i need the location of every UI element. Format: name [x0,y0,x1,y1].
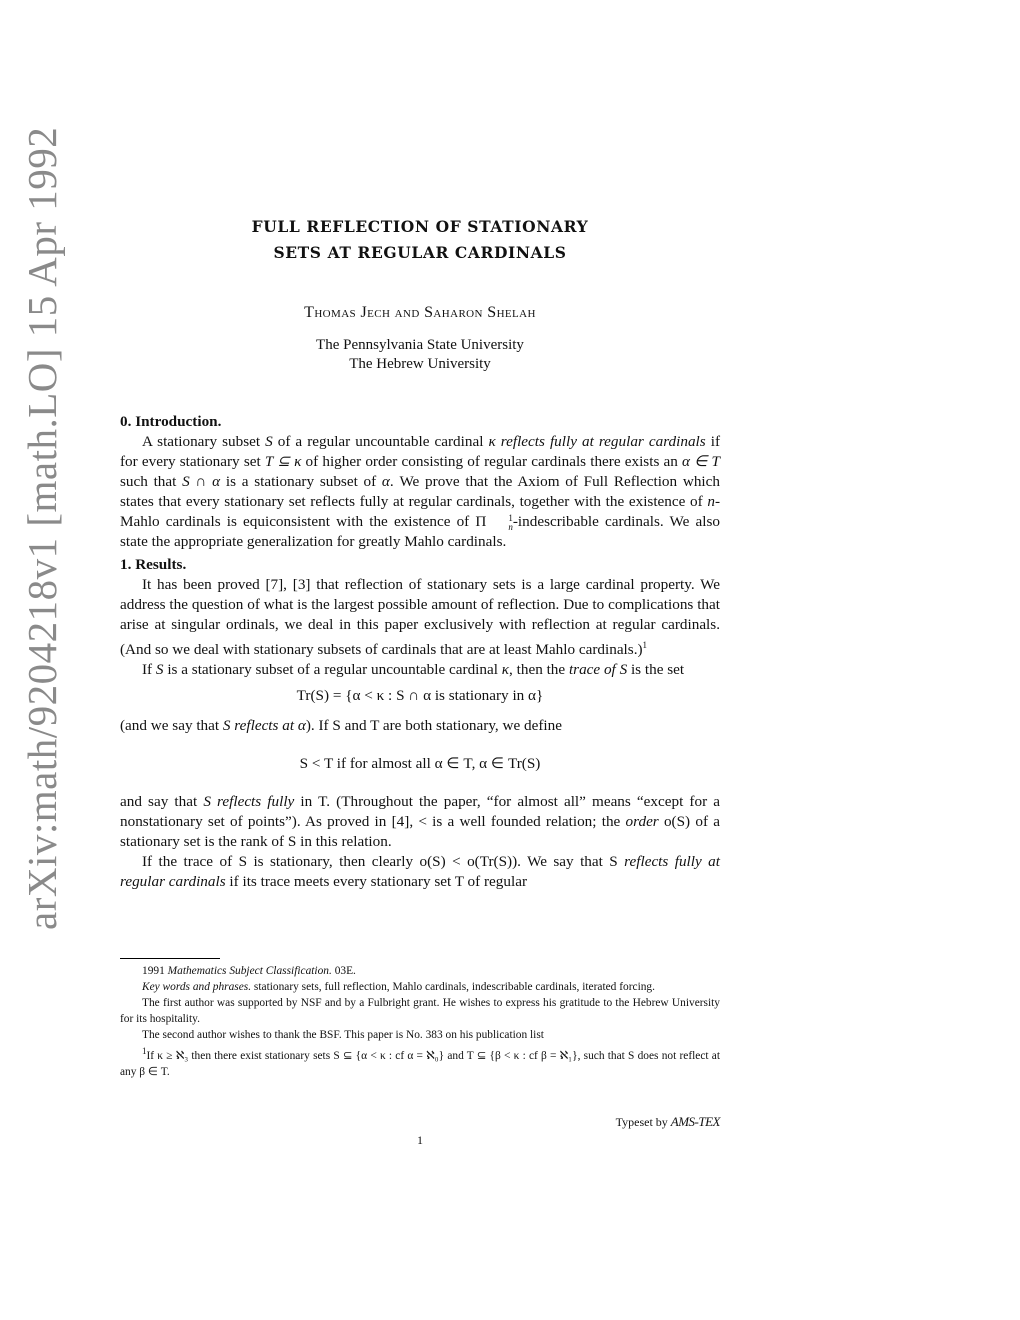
arxiv-identifier: arXiv:math/9204218v1 [math.LO] 15 Apr 1992 [19,126,65,930]
footnote-rule [120,958,220,959]
results-paragraph-2: If S is a stationary subset of a regular uncountable cardinal κ, then the trace of S is the set [142,661,685,679]
affiliation-2: The Hebrew University [349,356,491,372]
results-heading: 1. Results. [120,556,187,573]
keywords-footnote: Key words and phrases. stationary sets, full reflection, Mahlo cardinals, indescribable cardinals, iterated forcing. [142,981,655,993]
paper-title-line-2: SETS AT REGULAR CARDINALS [273,243,567,262]
results-paragraph-5: If the trace of S is stationary, then clearly o(S) < o(Tr(S)). We say that S reflects fully at regular cardinals if its trace meets every stationary set T of regular [120,853,720,891]
ams-tex-logo: AMS-TEX [670,1114,720,1129]
paper-title-line-1: FULL REFLECTION OF STATIONARY [251,217,589,236]
typeset-credit: Typeset by AMS-TEX [615,1114,720,1129]
affiliation-1: The Pennsylvania State University [316,337,524,353]
trace-equation: Tr(S) = {α < κ : S ∩ α is stationary in α} [296,687,544,705]
intro-paragraph: A stationary subset S of a regular uncountable cardinal κ reflects fully at regular cardinals if for every stationary set T ⊆ κ of higher order consisting of regular cardinals there exists an α ∈ T such that S ∩ α is a stationary subset of α. We prove that the Axiom of Full Reflection which states that every stationary set reflects fully at regular cardinals, together with the existence of n-Mahlo cardinals is equiconsistent with the existence of Π 1 n -indescribable cardinals. We also state the appropriate generalization for greatly Mahlo cardinals. [120,433,721,550]
footnotes [120,963,720,1080]
main-body [120,412,720,892]
msc-footnote: 1991 Mathematics Subject Classification. 03E. [142,965,356,977]
footnote-1: $^1$If κ ≥ ℵ₃ then there exist stationary sets S ⊆ {α < κ : cf α = ℵ₀} and T ⊆ {β < κ : cf β = ℵ₁}, such that S does not reflect at any β ∈ T. [120,1046,720,1078]
intro-heading: 0. Introduction. [120,413,222,430]
results-paragraph-3: (and we say that S reflects at α). If S and T are both stationary, we define [120,717,562,735]
results-paragraph-1: It has been proved [7], [3] that reflection of stationary sets is a large cardinal property. We address the question of what is the largest possible amount of reflection. Due to complications that arise at singular ordinals, we deal in this paper exclusively with reflection at regular cardinals. (And so we deal with stationary subsets of cardinals that are at least Mahlo cardinals.)$^1$ [120,576,720,659]
author-names: Thomas Jech and Saharon Shelah [304,304,536,321]
page-number: 1 [417,1133,423,1147]
order-definition-equation: S < T if for almost all α ∈ T, α ∈ Tr(S) [299,755,541,773]
first-author-footnote: The first author was supported by NSF and by a Fulbright grant. He wishes to express his gratitude to the Hebrew University for its hospitality. [120,997,720,1025]
results-paragraph-4: and say that S reflects fully in T. (Throughout the paper, “for almost all” means “except for a nonstationary set of points”). As proved in [4], < is a well founded relation; the order o(S) of a stationary set is the rank of S in this relation. [120,793,721,851]
second-author-footnote: The second author wishes to thank the BSF. This paper is No. 383 on his publication list [142,1029,544,1041]
